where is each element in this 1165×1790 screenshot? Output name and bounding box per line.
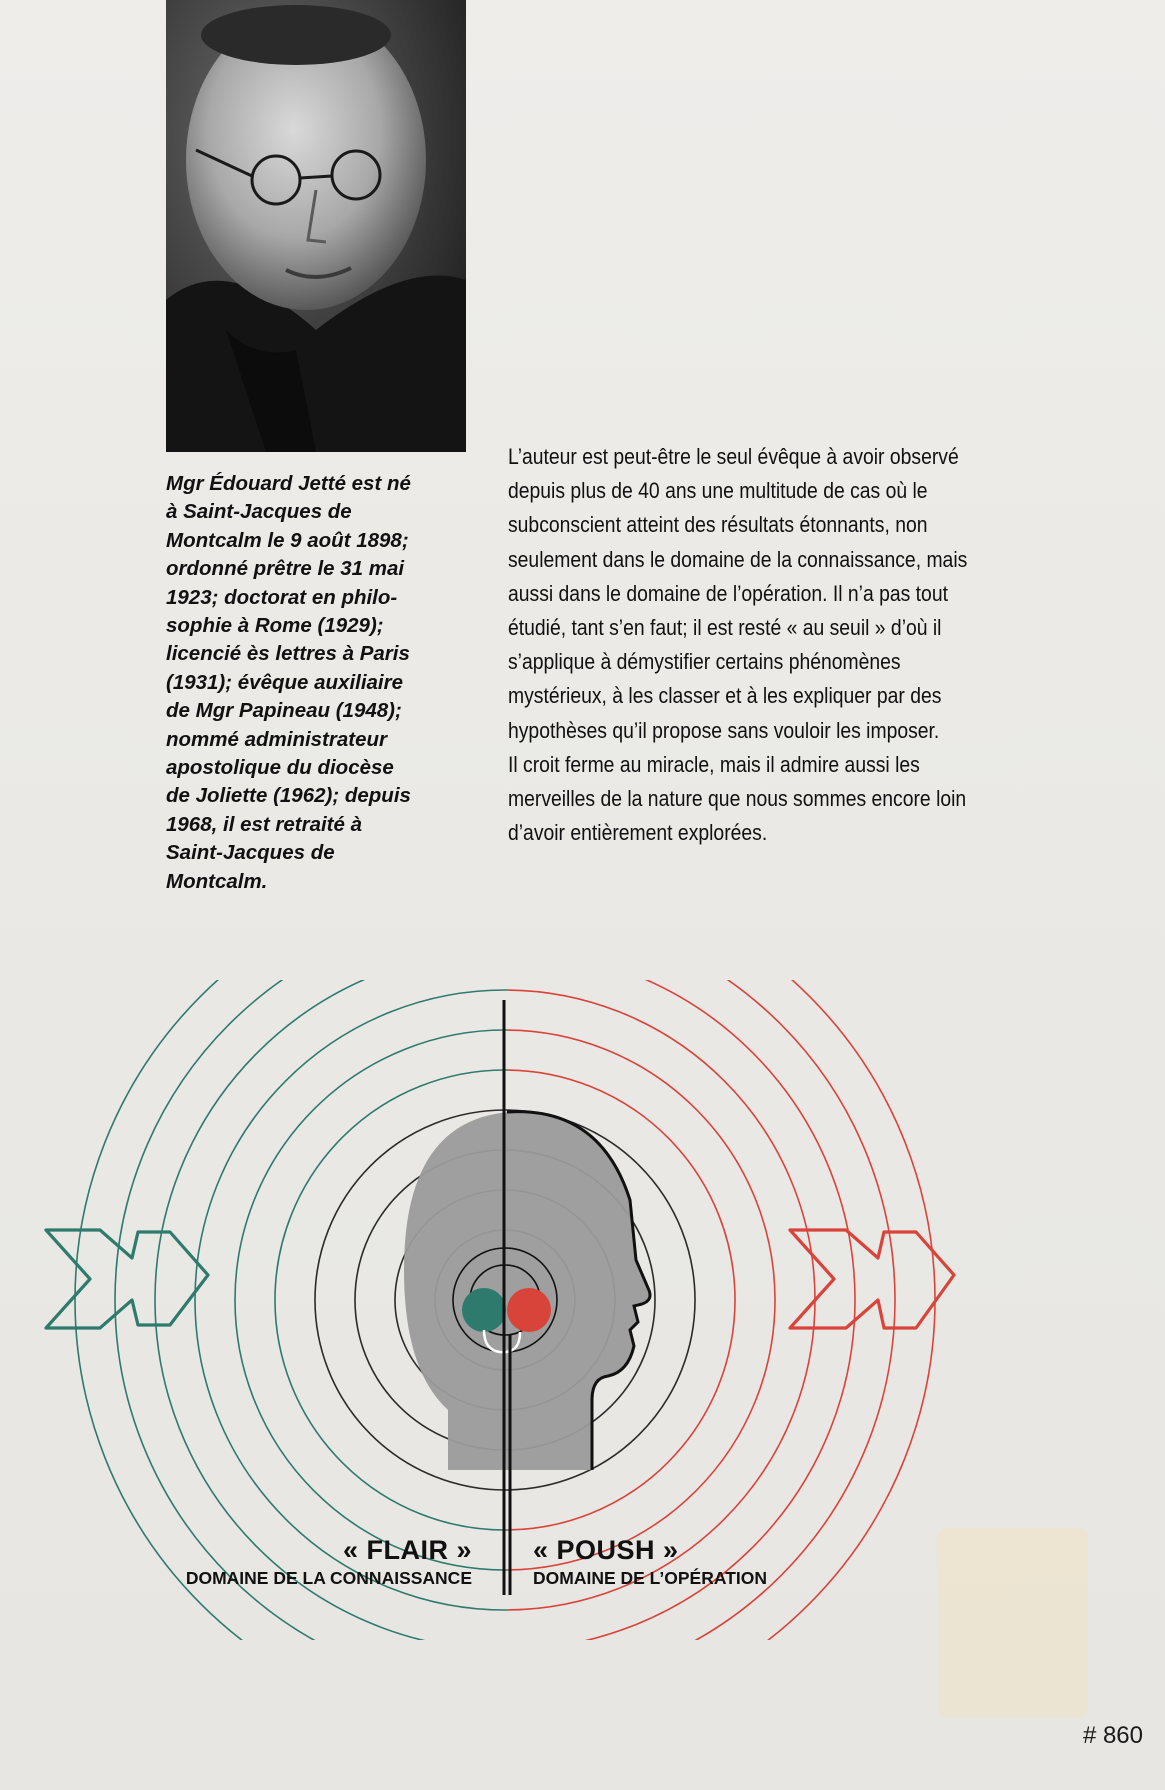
bio-line: apostolique du diocèse [166,756,394,780]
bio-line: ordonné prêtre le 31 mai [166,557,405,581]
bio-line: 1968, il est retraité à [166,812,363,836]
sticker-residue [938,1528,1088,1718]
description-line: aussi dans le domaine de l’opération. Il n’a pas tout [508,580,948,606]
author-biography [166,470,466,896]
bio-line: nommé administrateur [166,727,387,751]
description-line: merveilles de la nature que nous sommes encore loin [508,786,967,812]
poush-title: « POUSH » [533,1535,679,1565]
description-line: étudié, tant s’en faut; il est resté « au seuil » d’où il [508,615,942,641]
author-portrait-photo [166,0,466,452]
poush-label [533,1535,767,1589]
bio-line: Mgr Édouard Jetté est né [166,472,411,495]
bio-line: (1931); évêque auxiliaire [166,670,404,694]
bio-line: sophie à Rome (1929); [166,614,384,638]
flair-subtitle: DOMAINE DE LA CONNAISSANCE [185,1568,472,1588]
book-description [508,440,990,850]
description-line: subconscient atteint des résultats étonnants, non [508,512,928,538]
bio-line: de Mgr Papineau (1948); [166,699,402,723]
bio-line: licencié ès lettres à Paris [166,642,410,666]
flair-label [186,1535,472,1589]
description-line: Il croit ferme au miracle, mais il admire aussi les [508,751,920,777]
description-line: depuis plus de 40 ans une multitude de cas où le [508,478,928,504]
description-line: L’auteur est peut-être le seul évêque à avoir observé [508,444,959,469]
bio-line: à Saint-Jacques de [166,500,352,524]
bio-line: Montcalm le 9 août 1898; [166,528,409,552]
flair-arrow-icon [46,1230,208,1328]
bio-line: Montcalm. [166,869,268,893]
description-line: hypothèses qu’il propose sans vouloir les imposer. [508,717,940,743]
bio-line: Saint-Jacques de [166,841,335,865]
description-line: s’applique à démystifier certains phénomènes [508,649,901,675]
description-line: seulement dans le domaine de la connaissance, mais [508,546,968,572]
poush-subtitle: DOMAINE DE L’OPÉRATION [533,1568,767,1588]
description-line: mystérieux, à les classer et à les expliquer par des [508,683,942,709]
flair-center-dot [462,1288,506,1332]
bio-line: de Joliette (1962); depuis [166,784,411,808]
bio-line: 1923; doctorat en philo- [166,585,398,609]
flair-title: « FLAIR » [342,1535,472,1565]
poush-center-dot [507,1288,551,1332]
catalog-number: # 860 [1082,1722,1143,1749]
description-line: d’avoir entièrement explorées. [508,820,768,846]
